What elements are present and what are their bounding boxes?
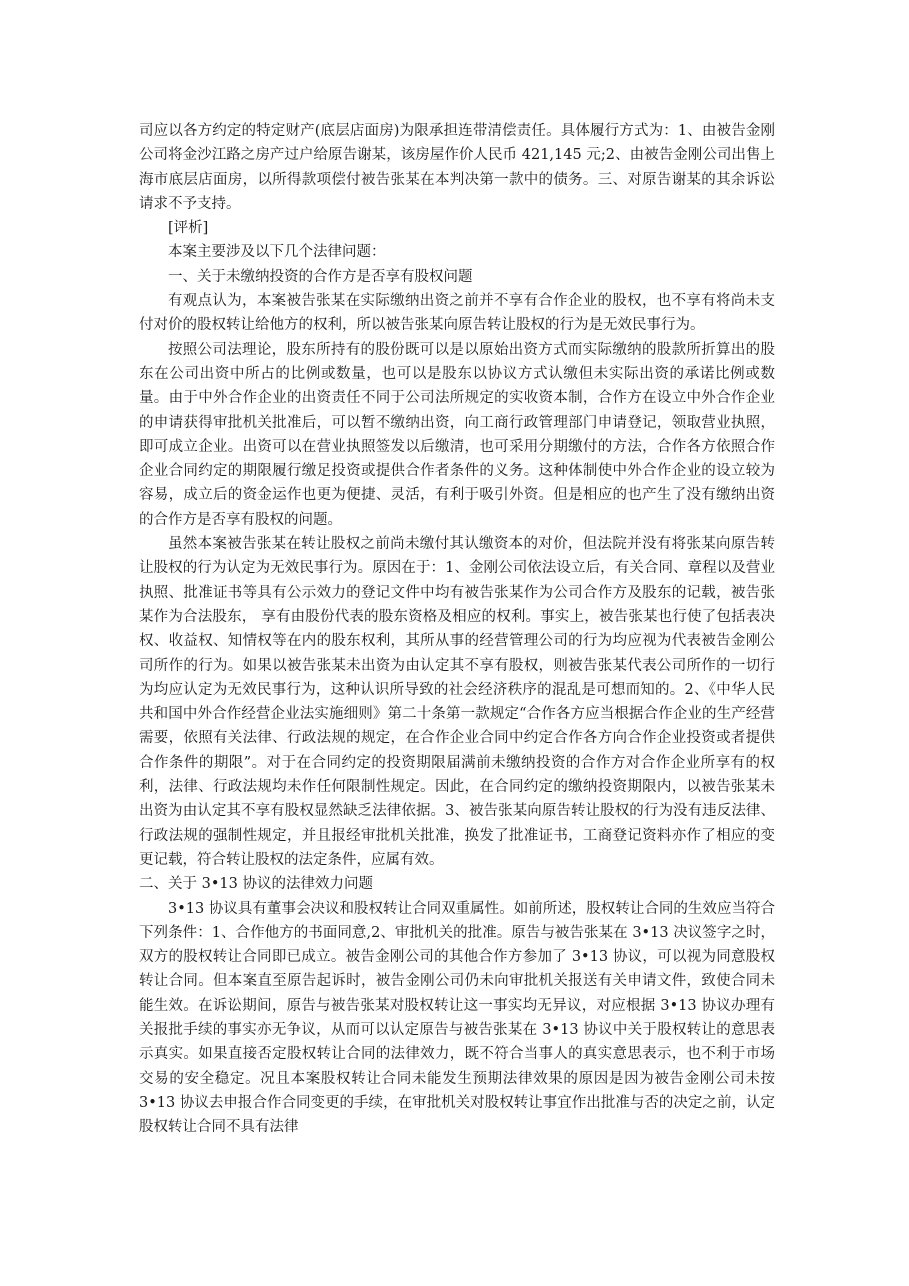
paragraph-judgment-tail: 司应以各方约定的特定财产(底层店面房)为限承担连带清偿责任。具体履行方式为：1、由被告金刚公司将金沙江路之房产过户给原告谢某，该房屋作价人民币 421,145 元;2、由被告金刚公司出售上海市底层店面房，以所得款项偿付被告张某在本判决第一款中的债务。三、对原告谢某的其余诉讼请求不予支持。 <box>139 123 775 212</box>
paragraph-court-reasoning: 虽然本案被告张某在转让股权之前尚未缴付其认缴资本的对价，但法院并没有将张某向原告转让股权的行为认定为无效民事行为。原因在于：1、金刚公司依法设立后，有关合同、章程以及营业执照、批准证书等具有公示效力的登记文件中均有被告张某作为公司合作方及股东的记载，被告张某作为合法股东， 享有由股份代表的股东资格及相应的权利。事实上，被告张某也行使了包括表决权、收益权、知情权等在内的股东权利，其所从事的经营管理公司的行为均应视为代表被告金刚公司所作的行为。如果以被告张某未出资为由认定其不享有股权，则被告张某代表公司所作的一切行为均应认定为无效民事行为，这种认识所导致的社会经济秩序的混乱是可想而知的。2、《中华人民共和国中外合作经营企业法实施细则》第二十条第一款规定“合作各方应当根据合作企业的生产经营需要，依照有关法律、行政法规的规定，在合作企业合同中约定合作各方向合作企业投资或者提供合作条件的期限”。对于在合同约定的投资期限届满前未缴纳投资的合作方对合作企业所享有的权利，法律、行政法规均未作任何限制性规定。因此，在合同约定的缴纳投资期限内，以被告张某未出资为由认定其不享有股权显然缺乏法律依据。3、被告张某向原告转让股权的行为没有违反法律、行政法规的强制性规定，并且报经审批机关批准，换发了批准证书，工商登记资料亦作了相应的变更记载，符合转让股权的法定条件，应属有效。 <box>139 536 775 868</box>
section-heading-1: 一、关于未缴纳投资的合作方是否享有股权问题 <box>168 268 473 285</box>
document-body <box>139 119 775 1139</box>
paragraph-company-law-theory: 按照公司法理论，股东所持有的股份既可以是以原始出资方式而实际缴纳的股款所折算出的股东在公司出资中所占的比例或数量，也可以是股东以协议方式认缴但未实际出资的承诺比例或数量。由于中外合作企业的出资责任不同于公司法所规定的实收资本制，合作方在设立中外合作企业的申请获得审批机关批准后，可以暂不缴纳出资，向工商行政管理部门申请登记，领取营业执照，即可成立企业。出资可以在营业执照签发以后缴清，也可采用分期缴付的方法，合作各方依照合作企业合同约定的期限履行缴足投资或提供合作者条件的义务。这种体制使中外合作企业的设立较为容易，成立后的资金运作也更为便捷、灵活，有利于吸引外资。但是相应的也产生了没有缴纳出资的合作方是否享有股权的问题。 <box>139 341 775 528</box>
section-heading-2: 二、关于 3•13 协议的法律效力问题 <box>139 876 373 893</box>
heading-analysis: [评析] <box>168 220 209 237</box>
paragraph-agreement-validity: 3•13 协议具有董事会决议和股权转让合同双重属性。如前所述，股权转让合同的生效应当符合下列条件：1、合作他方的书面同意,2、审批机关的批准。原告与被告张某在 3•13 决议签字之时，双方的股权转让合同即已成立。被告金刚公司的其他合作方参加了 3•13 协议，可以视为同意股权转让合同。但本案直至原告起诉时，被告金刚公司仍未向审批机关报送有关申请文件，致使合同未能生效。在诉讼期间，原告与被告张某对股权转让这一事实均无异议，对应根据 3•13 协议办理有关报批手续的事实亦无争议，从而可以认定原告与被告张某在 3•13 协议中关于股权转让的意思表示真实。如果直接否定股权转让合同的法律效力，既不符合当事人的真实意思表示，也不利于市场交易的安全稳定。况且本案股权转让合同未能发生预期法律效果的原因是因为被告金刚公司未按 3•13 协议去申报合作合同变更的手续，在审批机关对股权转让事宜作出批准与否的决定之前，认定股权转让合同不具有法律 <box>139 900 775 1136</box>
paragraph-viewpoint: 有观点认为，本案被告张某在实际缴纳出资之前并不享有合作企业的股权，也不享有将尚未支付对价的股权转让给他方的权利，所以被告张某向原告转让股权的行为是无效民事行为。 <box>139 293 775 334</box>
paragraph-intro: 本案主要涉及以下几个法律问题： <box>168 244 386 261</box>
